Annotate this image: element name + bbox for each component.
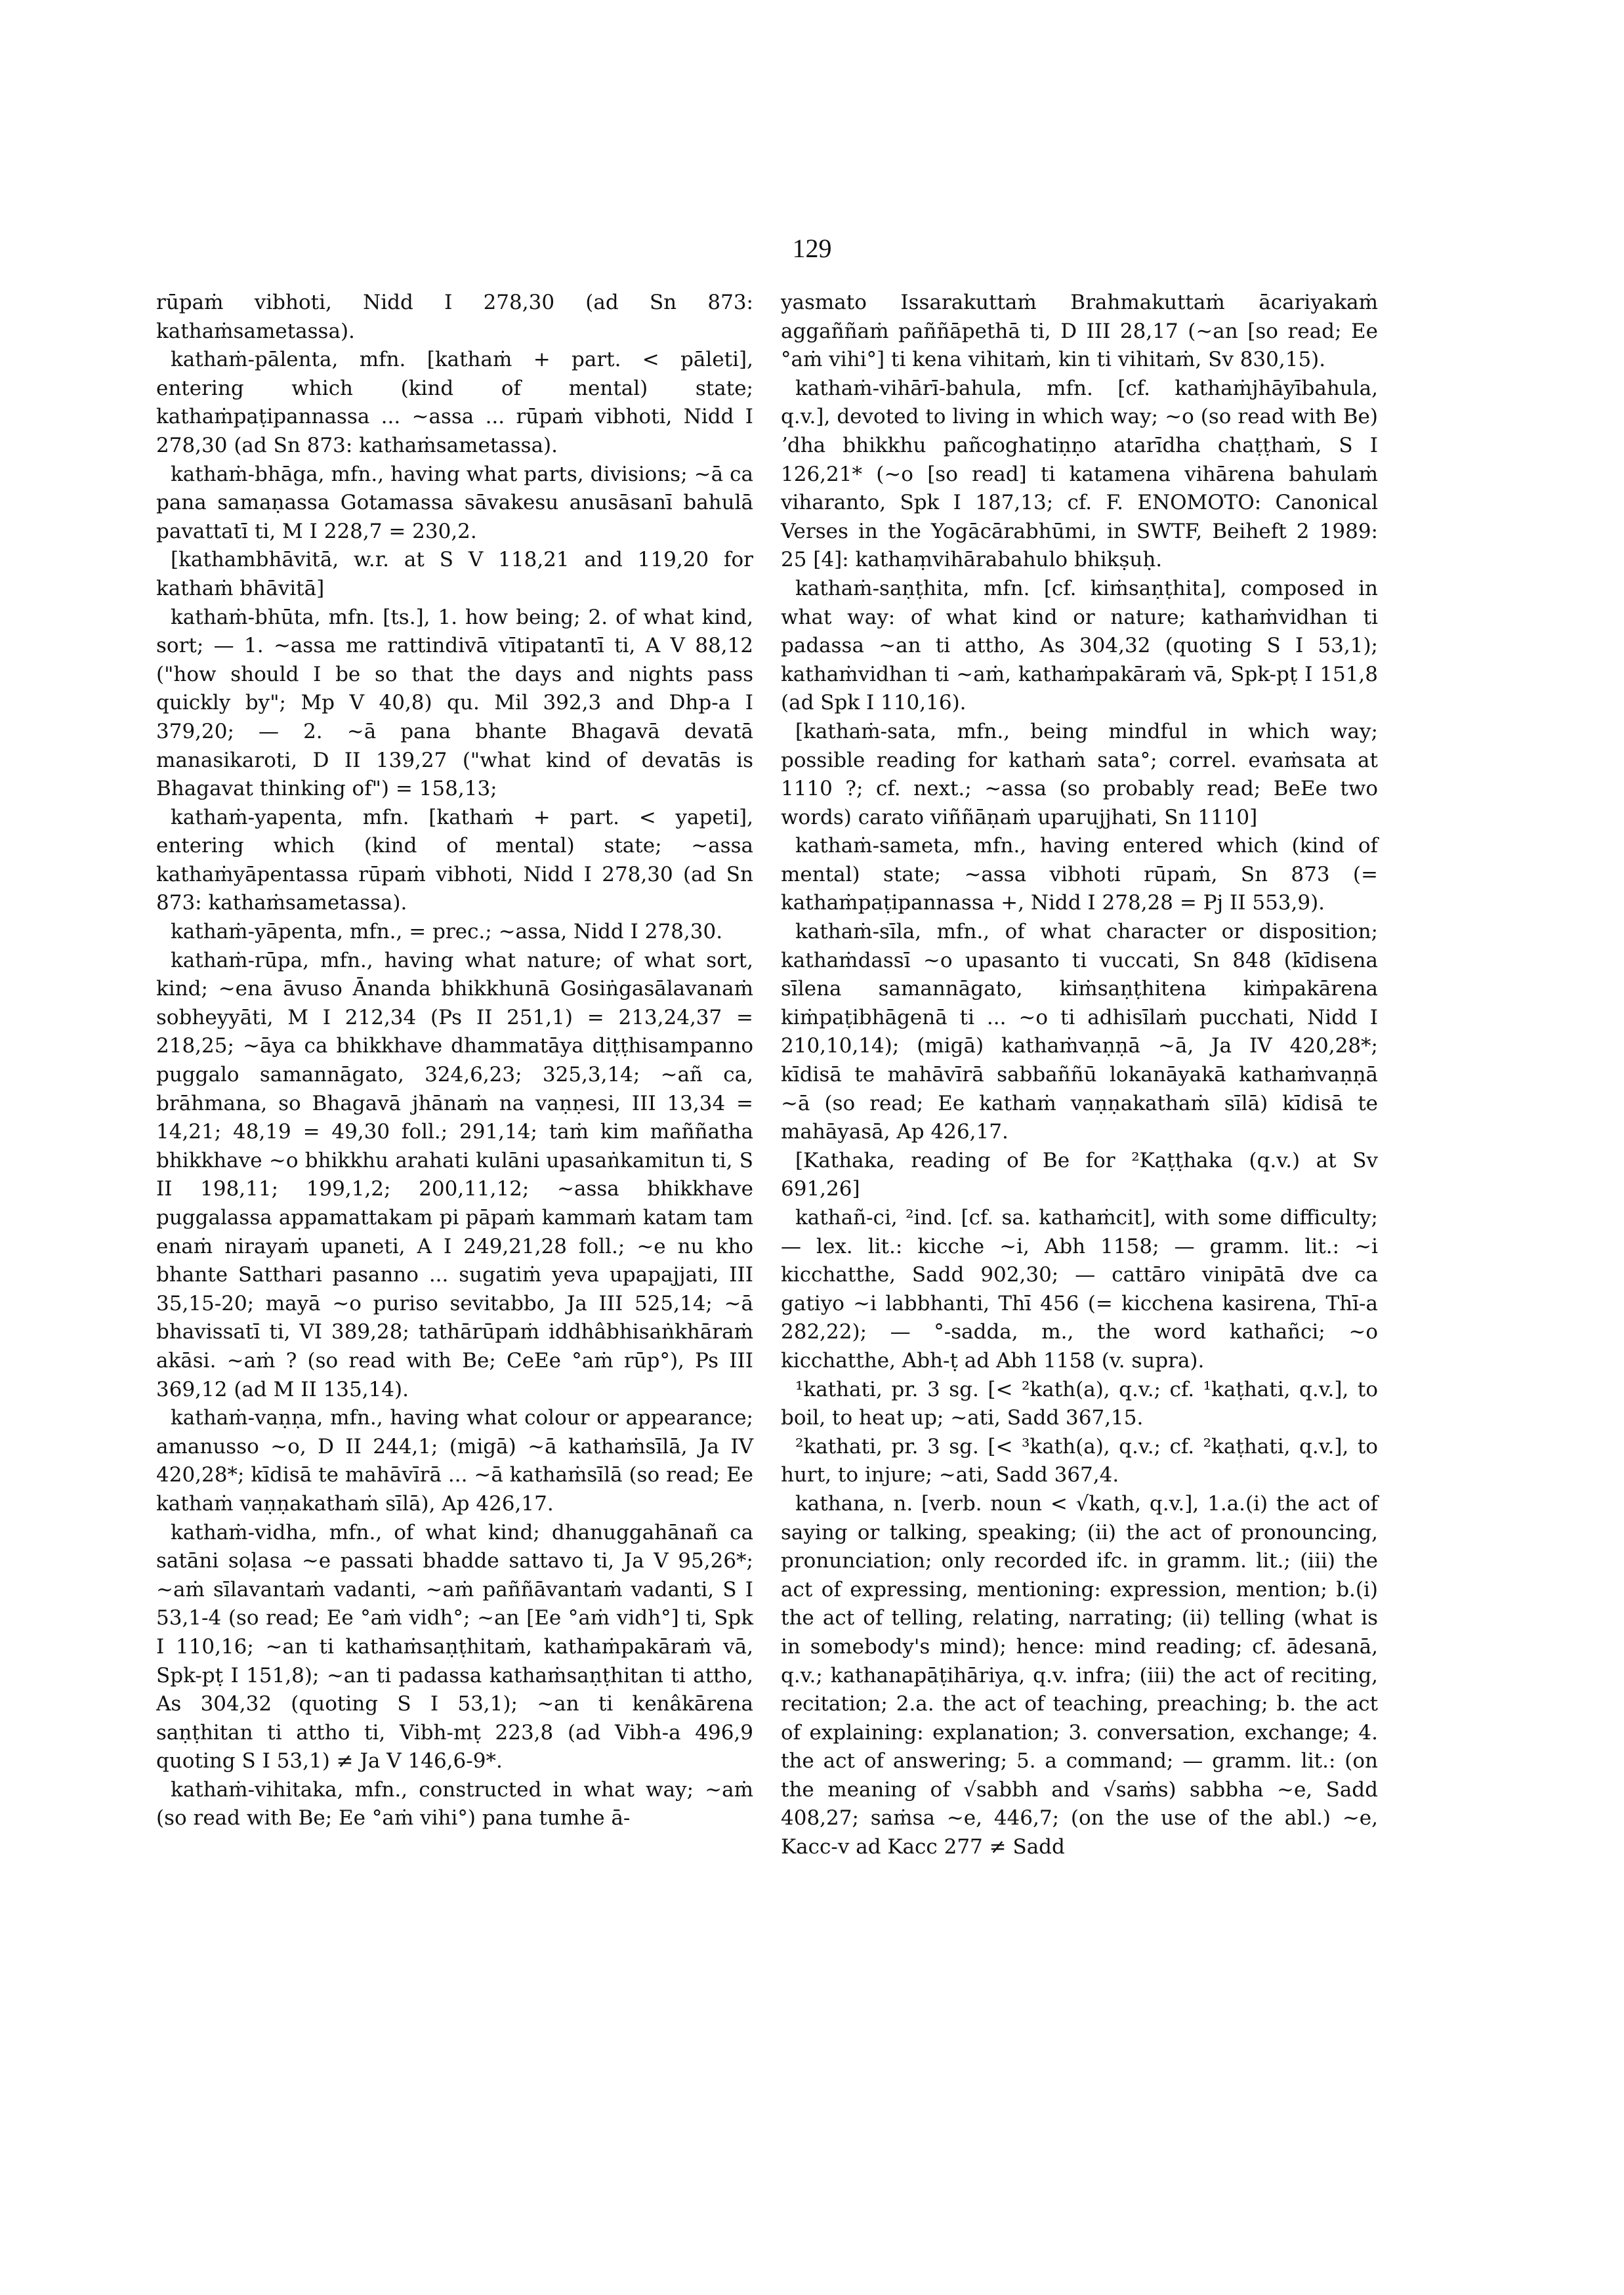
left-column <box>156 289 753 1833</box>
dictionary-entry: rūpaṁ vibhoti, Nidd I 278,30 (ad Sn 873: kathaṁsametassa). <box>156 291 753 343</box>
dictionary-entry: kathaṁ-sīla, mfn., of what character or disposition; kathaṁdassī ~o upasanto ti vuccati, Sn 848 (kīdisena sīlena samannāgato, kiṁsaṇṭhitena kiṁpakārena kiṁpaṭibhāgenā ti ... ~o ti adhisīlaṁ pucchati, Nidd I 210,10,14); (migā) kathaṁvaṇṇā ~ā, Ja IV 420,28*; kīdisā te mahāvīrā sabbaññū lokanāyakā kathaṁvaṇṇā ~ā (so read; Ee kathaṁ vaṇṇakathaṁ sīlā) kīdisā te mahāyasā, Ap 426,17. <box>781 920 1378 1144</box>
dictionary-entry: ¹kathati, pr. 3 sg. [< ²kath(a), q.v.; cf. ¹kaṭhati, q.v.], to boil, to heat up; ~ati, Sadd 367,15. <box>781 1377 1378 1430</box>
dictionary-entry: kathaṁ-sameta, mfn., having entered which (kind of mental) state; ~assa vibhoti rūpaṁ, Sn 873 (= kathaṁpaṭipannassa +, Nidd I 278,28 = Pj II 553,9). <box>781 834 1378 915</box>
dictionary-entry: kathaṁ-vaṇṇa, mfn., having what colour or appearance; amanusso ~o, D II 244,1; (migā) ~ā kathaṁsīlā, Ja IV 420,28*; kīdisā te mahāvīrā ... ~ā kathaṁsīlā (so read; Ee kathaṁ vaṇṇakathaṁ sīlā), Ap 426,17. <box>156 1406 753 1516</box>
dictionary-entry: yasmato Issarakuttaṁ Brahmakuttaṁ ācariyakaṁ aggaññaṁ paññāpethā ti, D III 28,17 (~an [so read; Ee °aṁ vihi°] ti kena vihitaṁ, kin ti vihitaṁ, Sv 830,15). <box>781 291 1378 372</box>
dictionary-entry: kathaṁ-vihitaka, mfn., constructed in what way; ~aṁ (so read with Be; Ee °aṁ vihi°) pana tumhe ā- <box>156 1777 753 1830</box>
dictionary-entry: kathaṁ-pālenta, mfn. [kathaṁ + part. < pāleti], entering which (kind of mental) state; kathaṁpaṭipannassa ... ~assa ... rūpaṁ vibhoti, Nidd I 278,30 (ad Sn 873: kathaṁsametassa). <box>156 348 753 457</box>
right-column <box>781 289 1378 1862</box>
dictionary-entry: kathaṁ-yāpenta, mfn., = prec.; ~assa, Nidd I 278,30. <box>171 920 723 944</box>
dictionary-entry: kathana, n. [verb. noun < √kath, q.v.], 1.a.(i) the act of saying or talking, speaking; (ii) the act of pronouncing, pronunciation; only recorded ifc. in gramm. lit.; (iii) the act of expressing, mentioning: expression, mention; b.(i) the act of telling, relating, narrating; (ii) telling (what is in somebody's mind); hence: mind reading; cf. ādesanā, q.v.; kathanapāṭihāriya, q.v. infra; (iii) the act of reciting, recitation; 2.a. the act of teaching, preaching; b. the act of explaining: explanation; 3. conversation, exchange; 4. the act of answering; 5. a command; — gramm. lit.: (on the meaning of √sabbh and √saṁs) sabbha ~e, Sadd 408,27; saṁsa ~e, 446,7; (on the use of the abl.) ~e, Kacc-v ad Kacc 277 ≠ Sadd <box>781 1491 1378 1859</box>
dictionary-entry: ²kathati, pr. 3 sg. [< ³kath(a), q.v.; cf. ²kaṭhati, q.v.], to hurt, to injure; ~ati, Sadd 367,4. <box>781 1434 1378 1487</box>
page-number: 129 <box>792 234 832 263</box>
dictionary-entry: kathaṁ-vidha, mfn., of what kind; dhanuggahānañ ca satāni soḷasa ~e passati bhadde sattavo ti, Ja V 95,26*; ~aṁ sīlavantaṁ vadanti, ~aṁ paññāvantaṁ vadanti, S I 53,1-4 (so read; Ee °aṁ vidh°; ~an [Ee °aṁ vidh°] ti, Spk I 110,16; ~an ti kathaṁsaṇṭhitaṁ, kathaṁpakāraṁ vā, Spk-pṭ I 151,8); ~an ti padassa kathaṁsaṇṭhitan ti attho, As 304,32 (quoting S I 53,1); ~an ti kenâkārena saṇṭhitan ti attho ti, Vibh-mṭ 223,8 (ad Vibh-a 496,9 quoting S I 53,1) ≠ Ja V 146,6-9*. <box>156 1520 753 1773</box>
dictionary-entry: [kathambhāvitā, w.r. at S V 118,21 and 119,20 for kathaṁ bhāvitā] <box>156 548 753 600</box>
dictionary-entry: kathaṁ-saṇṭhita, mfn. [cf. kiṁsaṇṭhita], composed in what way: of what kind or nature; kathaṁvidhan ti padassa ~an ti attho, As 304,32 (quoting S I 53,1); kathaṁvidhan ti ~aṁ, kathaṁpakāraṁ vā, Spk-pṭ I 151,8 (ad Spk I 110,16). <box>781 576 1378 715</box>
dictionary-entry: kathañ-ci, ²ind. [cf. sa. kathaṁcit], with some difficulty; — lex. lit.: kicche ~i, Abh 1158; — gramm. lit.: ~i kicchatthe, Sadd 902,30; — cattāro vinipātā dve ca gatiyo ~i labbhanti, Thī 456 (= kicchena kasirena, Thī-a 282,22); — °-sadda, m., the word kathañci; ~o kicchatthe, Abh-ṭ ad Abh 1158 (v. supra). <box>781 1206 1378 1373</box>
dictionary-entry: [kathaṁ-sata, mfn., being mindful in which way; possible reading for kathaṁ sata°; correl. evaṁsata at 1110 ?; cf. next.; ~assa (so probably read; BeEe two words) carato viññāṇaṁ uparujjhati, Sn 1110] <box>781 719 1378 829</box>
dictionary-entry: kathaṁ-bhāga, mfn., having what parts, divisions; ~ā ca pana samaṇassa Gotamassa sāvakesu anusāsanī bahulā pavattatī ti, M I 228,7 = 230,2. <box>156 462 753 543</box>
dictionary-entry: [Kathaka, reading of Be for ²Kaṭṭhaka (q.v.) at Sv 691,26] <box>781 1148 1378 1201</box>
dictionary-entry: kathaṁ-rūpa, mfn., having what nature; of what sort, kind; ~ena āvuso Ānanda bhikkhunā Gosiṅgasālavanaṁ sobheyyāti, M I 212,34 (Ps II 251,1) = 213,24,37 = 218,25; ~āya ca bhikkhave dhammatāya diṭṭhisampanno puggalo samannāgato, 324,6,23; 325,3,14; ~añ ca, brāhmana, so Bhagavā jhānaṁ na vaṇṇesi, III 13,34 = 14,21; 48,19 = 49,30 foll.; 291,14; taṁ kim maññatha bhikkhave ~o bhikkhu arahati kulāni upasaṅkamitun ti, S II 198,11; 199,1,2; 200,11,12; ~assa bhikkhave puggalassa appamattakam pi pāpaṁ kammaṁ katam tam enaṁ nirayaṁ upaneti, A I 249,21,28 foll.; ~e nu kho bhante Satthari pasanno ... sugatiṁ yeva upapajjati, III 35,15-20; mayā ~o puriso sevitabbo, Ja III 525,14; ~ā bhavissatī ti, VI 389,28; tathārūpaṁ iddhâbhisaṅkhāraṁ akāsi. ~aṁ ? (so read with Be; CeEe °aṁ rūp°), Ps III 369,12 (ad M II 135,14). <box>156 948 753 1401</box>
dictionary-entry: kathaṁ-bhūta, mfn. [ts.], 1. how being; 2. of what kind, sort; — 1. ~assa me rattindivā vītipatantī ti, A V 88,12 ("how should I be so that the days and nights pass quickly by"; Mp V 40,8) qu. Mil 392,3 and Dhp-a I 379,20; — 2. ~ā pana bhante Bhagavā devatā manasikaroti, D II 139,27 ("what kind of devatās is Bhagavat thinking of") = 158,13; <box>156 605 753 801</box>
dictionary-entry: kathaṁ-vihārī-bahula, mfn. [cf. kathaṁjhāyībahula, q.v.], devoted to living in which way; ~o (so read with Be) ʼdha bhikkhu pañcoghatiṇṇo atarīdha chaṭṭhaṁ, S I 126,21* (~o [so read] ti katamena vihārena bahulaṁ viharanto, Spk I 187,13; cf. F. ENOMOTO: Canonical Verses in the Yogācārabhūmi, in SWTF, Beiheft 2 1989: 25 [4]: kathaṃvihārabahulo bhikṣuḥ. <box>781 376 1378 572</box>
dictionary-entry: kathaṁ-yapenta, mfn. [kathaṁ + part. < yapeti], entering which (kind of mental) state; ~assa kathaṁyāpentassa rūpaṁ vibhoti, Nidd I 278,30 (ad Sn 873: kathaṁsametassa). <box>156 805 753 915</box>
